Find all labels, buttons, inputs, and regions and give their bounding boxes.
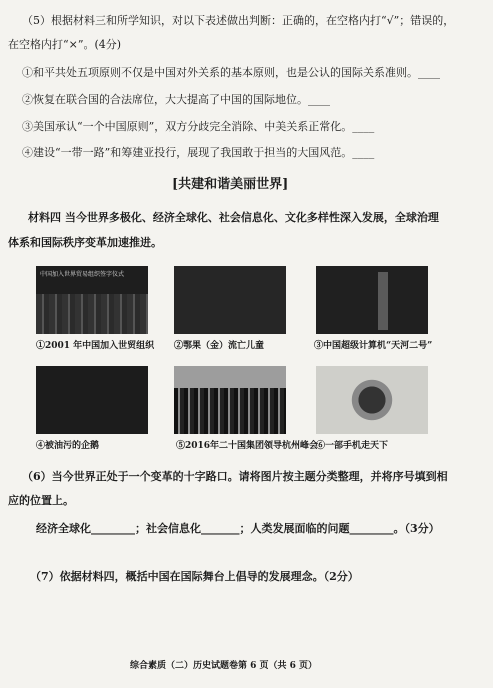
photo-caption-1: ①2001 年中国加入世贸组织 (36, 341, 155, 351)
photo-refugee-children (174, 266, 286, 334)
material-4-line-2: 体系和国际秩序变革加速推进。 (8, 236, 162, 249)
statement-3: ③美国承认“一个中国原则”，双方分歧完全消除、中美关系正常化。____ (22, 120, 375, 133)
photo-wto-accession (36, 266, 148, 334)
statement-4: ④建设“一带一路”和筹建亚投行，展现了我国敢于担当的大国风范。____ (22, 146, 375, 159)
section-title: [共建和谐美丽世界] (172, 177, 289, 192)
question-7: （7）依据材料四，概括中国在国际舞台上倡导的发展理念。（2分） (30, 570, 359, 583)
statement-1: ①和平共处五项原则不仅是中国对外关系的基本原则，也是公认的国际关系准则。____ (22, 66, 440, 79)
photo-oiled-penguin (36, 366, 148, 434)
photo-caption-4: ④被油污的企鹅 (36, 441, 100, 451)
question-6-line-2: 应的位置上。 (8, 494, 74, 507)
page-footer: 综合素质（二）历史试题卷第 6 页（共 6 页） (130, 661, 318, 671)
photo-caption-3: ③中国超级计算机“天河二号” (314, 341, 433, 351)
photo-caption-5: ⑤2016年二十国集团领导杭州峰会 (176, 441, 319, 451)
question-5-line-1: （5）根据材料三和所学知识，对以下表述做出判断：正确的，在空格内打“√”；错误的， (22, 14, 455, 27)
photo-1-banner: 中国加入世界贸易组织签字仪式 (40, 271, 125, 278)
photo-caption-6: ⑥一部手机走天下 (316, 441, 389, 451)
photo-caption-2: ②鄂果（金）流亡儿童 (174, 341, 265, 351)
statement-2: ②恢复在联合国的合法席位，大大提高了中国的国际地位。____ (22, 93, 330, 106)
question-5-line-2: 在空格内打“×”。(4分) (8, 38, 122, 51)
material-4-line-1: 材料四 当今世界多极化、经济全球化、社会信息化、文化多样性深入发展，全球治理 (28, 211, 439, 224)
question-6-line-1: （6）当今世界正处于一个变革的十字路口。请将图片按主题分类整理，并将序号填到相 (22, 470, 448, 483)
photo-supercomputer (316, 266, 428, 334)
photo-mobile-phone (316, 366, 428, 434)
photo-g20-summit (174, 366, 286, 434)
question-6-answer-line: 经济全球化________；社会信息化_______；人类发展面临的问题________。（3分） (36, 522, 440, 535)
